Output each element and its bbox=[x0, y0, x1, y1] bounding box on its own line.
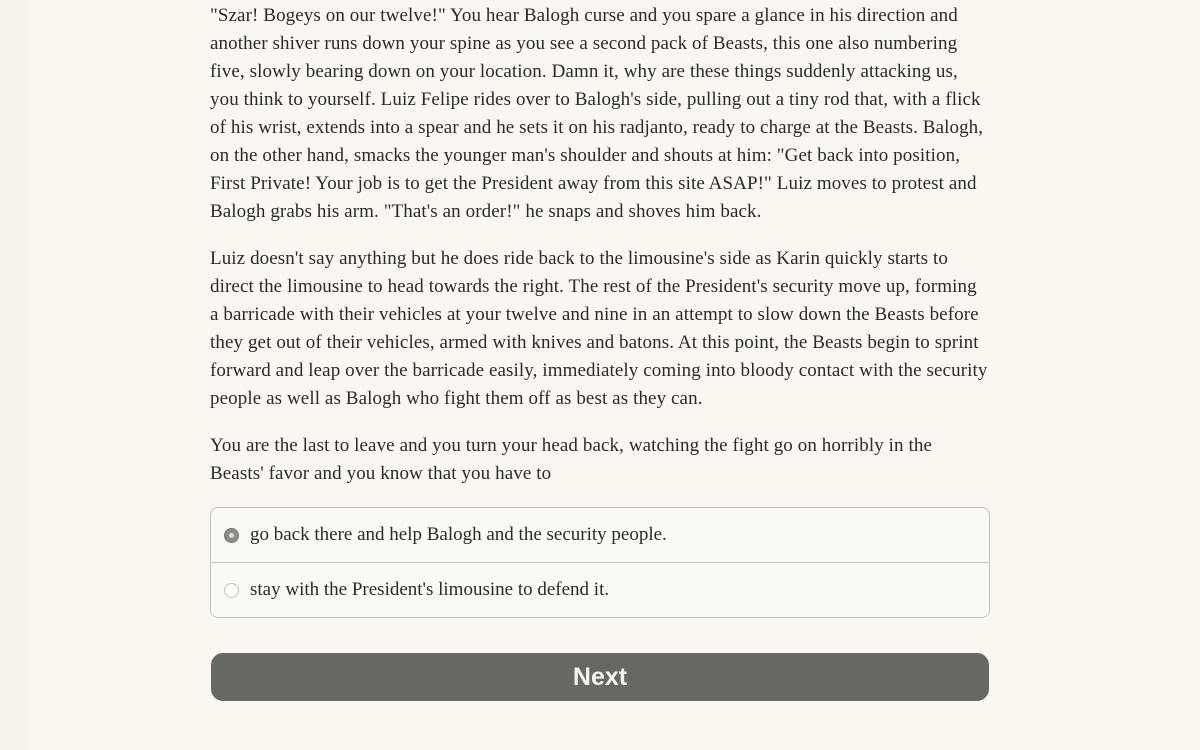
next-button[interactable]: Next bbox=[211, 653, 989, 701]
choice-option-1[interactable] bbox=[211, 508, 989, 562]
left-edge-strip bbox=[0, 0, 27, 750]
choice-option-2[interactable] bbox=[211, 563, 989, 617]
story-paragraph: You are the last to leave and you turn your head back, watching the fight go on horribly in the Beasts' favor and you know that you have to bbox=[210, 435, 933, 484]
radio-button-icon[interactable] bbox=[224, 583, 239, 598]
story-page bbox=[210, 0, 990, 701]
story-paragraph: Luiz doesn't say anything but he does ride back to the limousine's side as Karin quickly starts to direct the limousine to head towards the right. The rest of the President's security move up, forming a barricade with their vehicles at your twelve and nine in an attempt to slow down the Beasts before they get out of their vehicles, armed with knives and batons. At this point, the Beasts begin to sprint forward and leap over the barricade easily, immediately coming into bloody contact with the security people as well as Balogh who fight them off as best as they can. bbox=[210, 248, 988, 409]
radio-button-icon[interactable] bbox=[224, 528, 239, 543]
choice-group bbox=[210, 507, 990, 618]
story-paragraph: "Szar! Bogeys on our twelve!" You hear Balogh curse and you spare a glance in his direction and another shiver runs down your spine as you see a second pack of Beasts, this one also numbering five, slowly bearing down on your location. Damn it, why are these things suddenly attacking us, you think to yourself. Luiz Felipe rides over to Balogh's side, pulling out a tiny rod that, with a flick of his wrist, extends into a spear and he sets it on his radjanto, ready to charge at the Beasts. Balogh, on the other hand, smacks the younger man's shoulder and shouts at him: "Get back into position, First Private! Your job is to get the President away from this site ASAP!" Luiz moves to protest and Balogh grabs his arm. "That's an order!" he snaps and shoves him back. bbox=[210, 5, 984, 222]
story-text bbox=[210, 2, 990, 488]
choice-option-label: stay with the President's limousine to defend it. bbox=[250, 579, 610, 600]
choice-option-label: go back there and help Balogh and the security people. bbox=[250, 524, 667, 545]
